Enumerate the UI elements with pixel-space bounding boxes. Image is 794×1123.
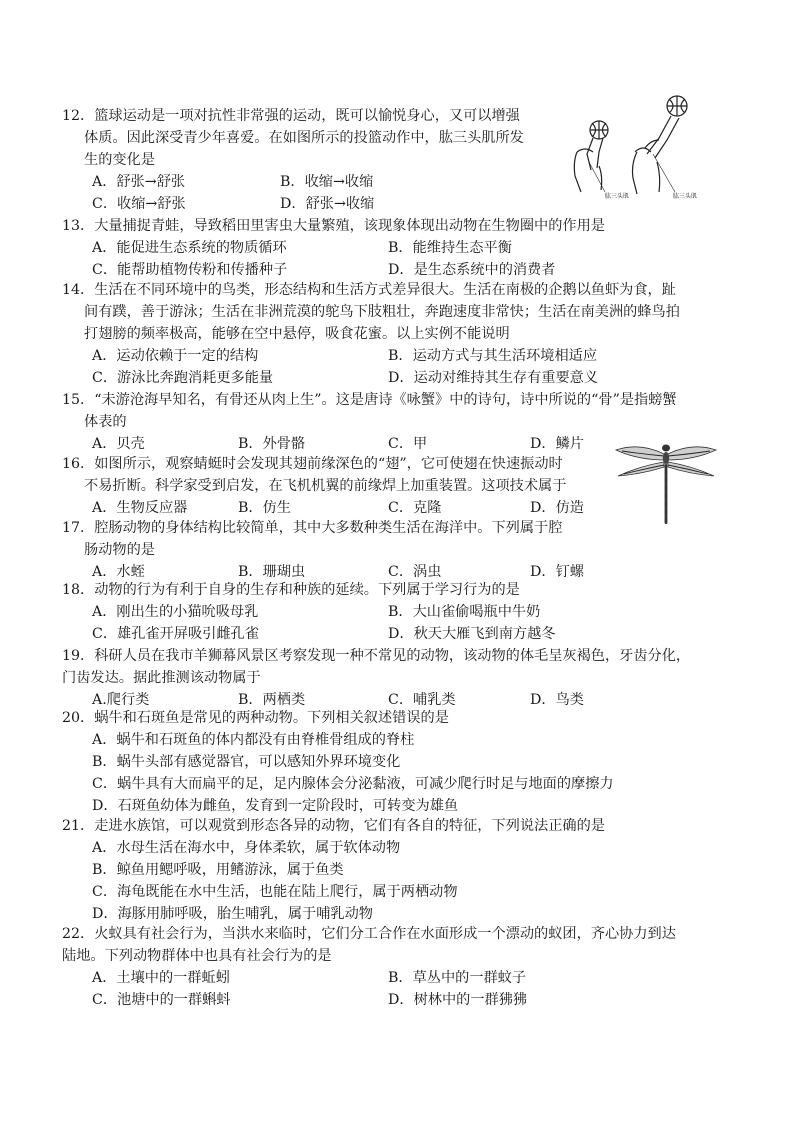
option: B．仿生 (238, 500, 291, 516)
option: D．舒张→收缩 (280, 196, 375, 212)
question-text: 21．走进水族馆，可以观赏到形态各异的动物，它们有各自的特征，下列说法正确的是 (62, 818, 605, 834)
option: A．生物反应器 (92, 500, 188, 516)
option: D．鸟类 (530, 692, 584, 708)
question-text: 体表的 (84, 414, 127, 430)
option: B．两栖类 (238, 692, 306, 708)
question-text: 12．篮球运动是一项对抗性非常强的运动，既可以愉悦身心，又可以增强 (62, 108, 520, 124)
question-text: 20．蜗牛和石斑鱼是常见的两种动物。下列相关叙述错误的是 (62, 710, 449, 726)
option: C．海龟既能在水中生活，也能在陆上爬行，属于两栖动物 (92, 884, 458, 900)
question-text: 22．火蚁具有社会行为，当洪水来临时，它们分工合作在水面形成一个漂动的蚁团，齐心协力到达 (62, 926, 676, 942)
option: C．克隆 (388, 500, 442, 516)
option: A．水蛭 (92, 564, 145, 580)
basketball-shooting-figure (563, 92, 703, 204)
option: B．草丛中的一群蚊子 (388, 970, 527, 986)
option: B．外骨骼 (238, 436, 306, 452)
option: C．甲 (388, 436, 428, 452)
question-text: 间有蹼，善于游泳；生活在非洲荒漠的鸵鸟下肢粗壮，奔跑速度非常快；生活在南美洲的蜂鸟拍 (84, 304, 680, 320)
option: D．钉螺 (530, 564, 584, 580)
option: D．鳞片 (530, 436, 584, 452)
option: D．海豚用肺呼吸，胎生哺乳，属于哺乳动物 (92, 906, 373, 922)
question-18 (62, 580, 732, 644)
question-text: 19．科研人员在我市羊狮幕风景区考察发现一种不常见的动物，该动物的体毛呈灰褐色，牙齿分化， (62, 648, 691, 664)
dragonfly-illustration (612, 420, 720, 528)
option: C．蜗牛具有大而扁平的足，足内腺体会分泌黏液，可减少爬行时足与地面的摩擦力 (92, 776, 614, 792)
option: D．是生态系统中的消费者 (388, 262, 556, 278)
option: B．珊瑚虫 (238, 564, 306, 580)
question-text: 不易折断。科学家受到启发，在飞机机翼的前缘焊上加重装置。这项技术属于 (84, 478, 567, 494)
option: B．能维持生态平衡 (388, 240, 512, 256)
option: D．石斑鱼幼体为雌鱼，发育到一定阶段时，可转变为雄鱼 (92, 798, 459, 814)
option: A．舒张→舒张 (92, 174, 186, 190)
question-text: 陆地。下列动物群体中也具有社会行为的是 (62, 948, 332, 964)
option: C．收缩→舒张 (92, 196, 186, 212)
figure-label: 肱三头肌 (673, 193, 698, 200)
option: A．水母生活在海水中，身体柔软，属于软体动物 (92, 840, 401, 856)
question-text: 体质。因此深受青少年喜爱。在如图所示的投篮动作中，肱三头肌所发 (84, 130, 524, 146)
option: B．鲸鱼用鳃呼吸，用鳍游泳，属于鱼类 (92, 862, 344, 878)
question-14 (62, 280, 732, 388)
option: B．蜗牛头部有感觉器官，可以感知外界环境变化 (92, 754, 401, 770)
option: C．游泳比奔跑消耗更多能量 (92, 370, 274, 386)
option: A．刚出生的小猫吮吸母乳 (92, 604, 259, 620)
option: C．哺乳类 (388, 692, 456, 708)
figure-label: 肱三头肌 (605, 193, 630, 200)
option: D．运动对维持其生存有重要意义 (388, 370, 599, 386)
option: D．秋天大雁飞到南方越冬 (388, 626, 556, 642)
option: B．大山雀偷喝瓶中牛奶 (388, 604, 541, 620)
option: A．贝壳 (92, 436, 145, 452)
question-text: 门齿发达。据此推测该动物属于 (62, 670, 261, 686)
option: C．池塘中的一群蝌蚪 (92, 992, 231, 1008)
dragonfly-figure (612, 420, 720, 528)
question-text: 生的变化是 (84, 152, 155, 168)
question-text: 肠动物的是 (84, 542, 155, 558)
question-text: 打翅膀的频率极高，能够在空中悬停，吸食花蜜。以上实例不能说明 (84, 326, 510, 342)
option: A．蜗牛和石斑鱼的体内都没有由脊椎骨组成的脊柱 (92, 732, 415, 748)
option: A.爬行类 (92, 692, 150, 708)
basketball-shooting-illustration (563, 92, 703, 204)
question-19 (62, 646, 732, 710)
question-20 (62, 708, 732, 816)
option: B．收缩→收缩 (280, 174, 374, 190)
option: A．能促进生态系统的物质循环 (92, 240, 287, 256)
question-text: 13．大量捕捉青蛙，导致稻田里害虫大量繁殖，该现象体现出动物在生物圈中的作用是 (62, 218, 605, 234)
question-text: 16．如图所示，观察蜻蜓时会发现其翅前缘深色的“翅”，它可使翅在快速振动时 (62, 456, 563, 472)
option: C．涡虫 (388, 564, 442, 580)
option: D．仿造 (530, 500, 584, 516)
question-21 (62, 816, 732, 924)
question-text: 15．“未游沧海早知名，有骨还从肉上生”。这是唐诗《咏蟹》中的诗句，诗中所说的“骨”是指螃蟹 (62, 392, 677, 408)
question-17 (62, 518, 732, 582)
question-13 (62, 216, 732, 278)
question-22 (62, 924, 732, 1010)
option: B．运动方式与其生活环境相适应 (388, 348, 598, 364)
option: C．雄孔雀开屏吸引雌孔雀 (92, 626, 259, 642)
question-text: 18．动物的行为有利于自身的生存和种族的延续。下列属于学习行为的是 (62, 582, 520, 598)
question-text: 14．生活在不同环境中的鸟类，形态结构和生活方式差异很大。生活在南极的企鹅以鱼虾为食，趾 (62, 282, 676, 298)
question-text: 17．腔肠动物的身体结构比较简单，其中大多数种类生活在海洋中。下列属于腔 (62, 520, 563, 536)
option: A．土壤中的一群蚯蚓 (92, 970, 230, 986)
option: A．运动依赖于一定的结构 (92, 348, 259, 364)
option: D．树林中的一群狒狒 (388, 992, 528, 1008)
option: C．能帮助植物传粉和传播种子 (92, 262, 288, 278)
